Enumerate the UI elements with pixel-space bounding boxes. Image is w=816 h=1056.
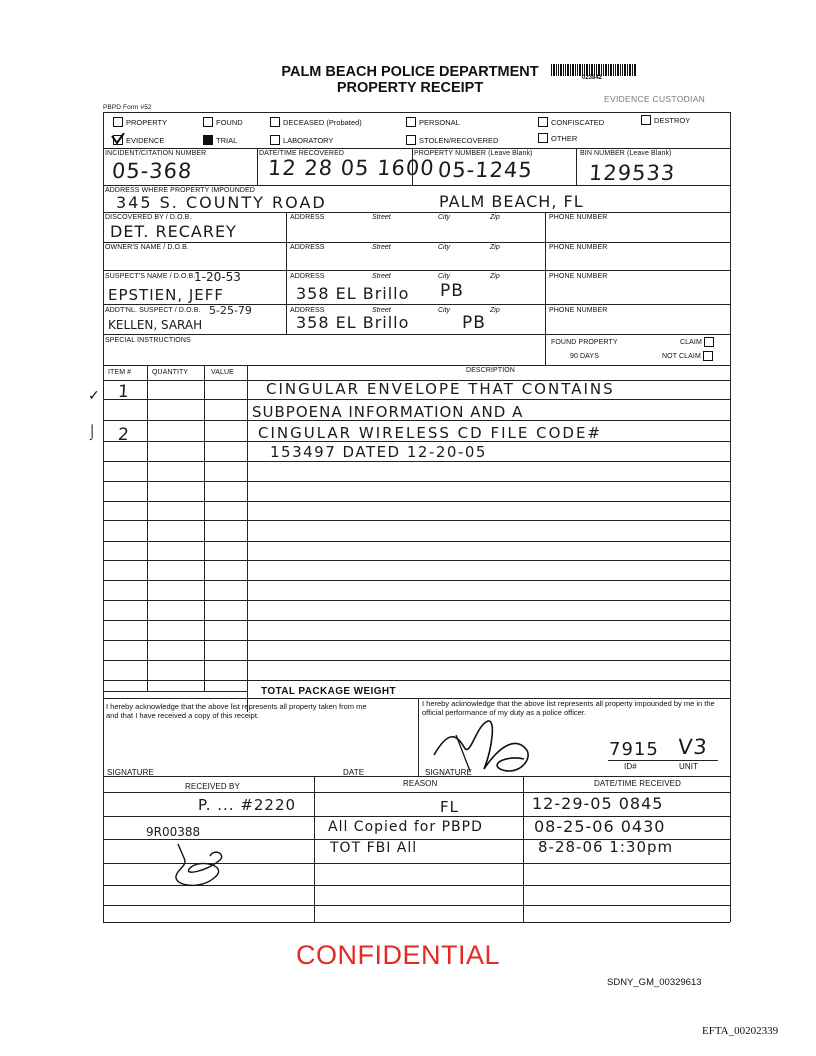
property-number-value[interactable]: 05-1245	[437, 158, 534, 182]
signature-right-label: SIGNATURE	[425, 768, 472, 777]
addtl-street-label: Street	[372, 307, 391, 314]
claim-label	[680, 337, 717, 347]
item-1-desc-line1[interactable]: CINGULAR ENVELOPE THAT CONTAINS	[266, 380, 615, 398]
bin-number-label: BIN NUMBER (Leave Blank)	[580, 150, 672, 157]
suspect-address-value[interactable]: 358 EL Brillo	[296, 284, 410, 303]
bates-number: SDNY_GM_00329613	[607, 977, 702, 988]
address-city-value[interactable]: PALM BEACH, FL	[439, 192, 584, 211]
datetime-label: DATE/TIME RECOVERED	[259, 150, 345, 157]
form-number: PBPD Form #52	[103, 104, 152, 111]
suspect-address-label: ADDRESS	[290, 273, 325, 280]
datetime-value[interactable]: 12 28 05 1600	[267, 156, 436, 180]
id-label: ID#	[624, 762, 637, 771]
found-property-label: FOUND PROPERTY	[551, 339, 618, 346]
barcode	[551, 63, 637, 75]
discovered-by-label: DISCOVERED BY / D.O.B.	[105, 214, 192, 221]
item-header: ITEM #	[108, 369, 132, 376]
address-impounded-value[interactable]: 345 S. COUNTY ROAD	[116, 193, 327, 212]
not-claim-text: NOT CLAIM	[662, 352, 701, 360]
not-claim-label	[662, 351, 716, 361]
incident-value[interactable]: 05-368	[111, 159, 194, 183]
margin-mark-icon: ⌡	[88, 423, 97, 439]
checkbox-laboratory[interactable]: LABORATORY	[270, 136, 333, 145]
discovered-city-label: City	[438, 214, 451, 221]
table-row-line	[103, 580, 730, 581]
receipt-3-reason[interactable]: TOT FBI All	[330, 840, 418, 856]
receipt-2-by[interactable]: 9R00388	[146, 825, 201, 839]
table-row-line	[103, 560, 730, 561]
addtl-city-value[interactable]: PB	[462, 313, 486, 333]
addtl-address-value[interactable]: 358 EL Brillo	[296, 313, 410, 332]
checkbox-box	[641, 115, 651, 125]
check-mark-icon	[111, 133, 125, 145]
table-row-line	[103, 481, 730, 482]
owner-phone-label: PHONE NUMBER	[549, 244, 608, 251]
suspect-city-value[interactable]: PB	[440, 281, 464, 301]
owner-address-label: ADDRESS	[290, 244, 325, 251]
claim-text: CLAIM	[680, 338, 702, 346]
checkbox-box	[113, 117, 123, 127]
department-title: PALM BEACH POLICE DEPARTMENT	[281, 64, 539, 80]
quantity-header: QUANTITY	[152, 369, 189, 376]
evidence-custodian: EVIDENCE CUSTODIAN	[604, 94, 706, 104]
receipt-1-reason[interactable]: FL	[440, 798, 459, 816]
checkbox-other[interactable]: OTHER	[538, 134, 577, 143]
owner-city-label: City	[438, 244, 451, 251]
checkbox-stolen[interactable]: STOLEN/RECOVERED	[406, 136, 498, 145]
checkbox-trial[interactable]: TRIAL	[203, 136, 237, 145]
item-2-desc-line2[interactable]: 153497 DATED 12-20-05	[270, 443, 487, 461]
suspect-phone-label: PHONE NUMBER	[549, 273, 608, 280]
property-number-label: PROPERTY NUMBER (Leave Blank)	[414, 150, 533, 157]
discovered-street-label: Street	[372, 214, 391, 221]
incident-label: INCIDENT/CITATION NUMBER	[105, 150, 207, 157]
total-weight-label: TOTAL PACKAGE WEIGHT	[261, 686, 397, 697]
not-claim-checkbox[interactable]	[703, 351, 713, 361]
suspect-city-label: City	[438, 273, 451, 280]
receipt-1-datetime[interactable]: 12-29-05 0845	[532, 794, 664, 813]
item-1-desc-line2[interactable]: SUBPOENA INFORMATION AND A	[252, 403, 524, 421]
table-row-line	[103, 680, 730, 681]
checkbox-property[interactable]: PROPERTY	[113, 118, 167, 127]
ack-left: I hereby acknowledge that the above list represents all property taken from me and that I have received a copy of this receipt.	[106, 702, 367, 720]
item-2-desc-line1[interactable]: CINGULAR WIRELESS CD FILE CODE#	[258, 424, 602, 442]
datetime-received-header: DATE/TIME RECEIVED	[594, 779, 681, 788]
receipt-1-by[interactable]: P. ... #2220	[198, 796, 297, 814]
table-row-line	[103, 541, 730, 542]
barcode-number: 023842	[582, 75, 603, 81]
unit-value[interactable]: V3	[677, 735, 709, 759]
checkbox-box	[538, 133, 548, 143]
ack-right: I hereby acknowledge that the above list represents all property impounded by me in the official performance of my duty as a police officer.	[422, 699, 715, 717]
checkbox-box	[406, 135, 416, 145]
unit-label: UNIT	[679, 762, 699, 771]
checkbox-personal[interactable]: PERSONAL	[406, 118, 460, 127]
receipt-3-datetime[interactable]: 8-28-06 1:30pm	[538, 838, 674, 856]
discovered-by-value[interactable]: DET. RECAREY	[110, 222, 237, 241]
description-header: DESCRIPTION	[466, 367, 515, 374]
suspect-zip-label: Zip	[490, 273, 500, 280]
item-1-number[interactable]: 1	[117, 382, 131, 402]
value-header: VALUE	[211, 369, 234, 376]
special-instructions-label: SPECIAL INSTRUCTIONS	[105, 337, 191, 344]
discovered-phone-label: PHONE NUMBER	[549, 214, 608, 221]
table-row-line	[103, 660, 730, 661]
table-row-line	[103, 520, 730, 521]
addtl-phone-label: PHONE NUMBER	[549, 307, 608, 314]
checkbox-box-checked	[113, 135, 123, 145]
checkbox-found[interactable]: FOUND	[203, 118, 243, 127]
bin-number-value[interactable]: 129533	[588, 161, 677, 185]
signature-left-label: SIGNATURE	[107, 768, 154, 777]
table-row-line	[103, 600, 730, 601]
suspect-street-label: Street	[372, 273, 391, 280]
officer-signature	[430, 715, 540, 782]
suspect-dob-value[interactable]: 1-20-53	[194, 270, 241, 284]
id-number-value[interactable]: 7915	[609, 739, 659, 760]
addtl-suspect-label: ADDT'NL. SUSPECT / D.O.B.	[105, 307, 201, 314]
discovered-address-label: ADDRESS	[290, 214, 325, 221]
owner-street-label: Street	[372, 244, 391, 251]
table-row-line	[103, 461, 730, 462]
table-row-line	[103, 501, 730, 502]
checkbox-box	[270, 117, 280, 127]
table-row-line	[103, 620, 730, 621]
table-row-line	[103, 640, 730, 641]
addtl-name-value[interactable]: KELLEN, SARAH	[108, 318, 203, 332]
received-by-header: RECEIVED BY	[185, 782, 240, 791]
receipt-2-reason[interactable]: All Copied for PBPD	[328, 819, 483, 835]
suspect-name-value[interactable]: EPSTIEN, JEFF	[108, 286, 225, 304]
address-impounded-label: ADDRESS WHERE PROPERTY IMPOUNDED	[105, 187, 255, 194]
margin-check-icon: ✓	[88, 387, 100, 403]
checkbox-box	[203, 117, 213, 127]
confidential-stamp: CONFIDENTIAL	[296, 940, 501, 970]
ninety-days-label: 90 DAYS	[570, 353, 599, 360]
addtl-dob-value[interactable]: 5-25-79	[209, 304, 252, 317]
checkbox-box	[406, 117, 416, 127]
table-row-line	[103, 399, 730, 400]
checkbox-deceased[interactable]: DECEASED (Probated)	[270, 118, 362, 127]
date-label: DATE	[343, 768, 365, 777]
reason-header: REASON	[403, 779, 438, 788]
checkbox-box-checked	[203, 135, 213, 145]
checkbox-confiscated[interactable]: CONFISCATED	[538, 118, 604, 127]
checkbox-box	[270, 135, 280, 145]
efta-number: EFTA_00202339	[702, 1025, 779, 1037]
addtl-zip-label: Zip	[490, 307, 500, 314]
claim-checkbox[interactable]	[704, 337, 714, 347]
owner-zip-label: Zip	[490, 244, 500, 251]
item-2-number[interactable]: 2	[117, 425, 131, 445]
addtl-city-label: City	[438, 307, 451, 314]
checkbox-box	[538, 117, 548, 127]
owner-label: OWNER'S NAME / D.O.B.	[105, 244, 189, 251]
checkbox-evidence[interactable]: EVIDENCE	[113, 136, 164, 145]
receipt-2-datetime[interactable]: 08-25-06 0430	[534, 817, 666, 836]
discovered-zip-label: Zip	[490, 214, 500, 221]
receiver-signature	[170, 838, 240, 895]
suspect-label: SUSPECT'S NAME / D.O.B.	[105, 273, 196, 280]
form-title: PROPERTY RECEIPT	[336, 80, 484, 96]
addtl-address-label: ADDRESS	[290, 307, 325, 314]
checkbox-destroy[interactable]: DESTROY	[641, 116, 690, 125]
